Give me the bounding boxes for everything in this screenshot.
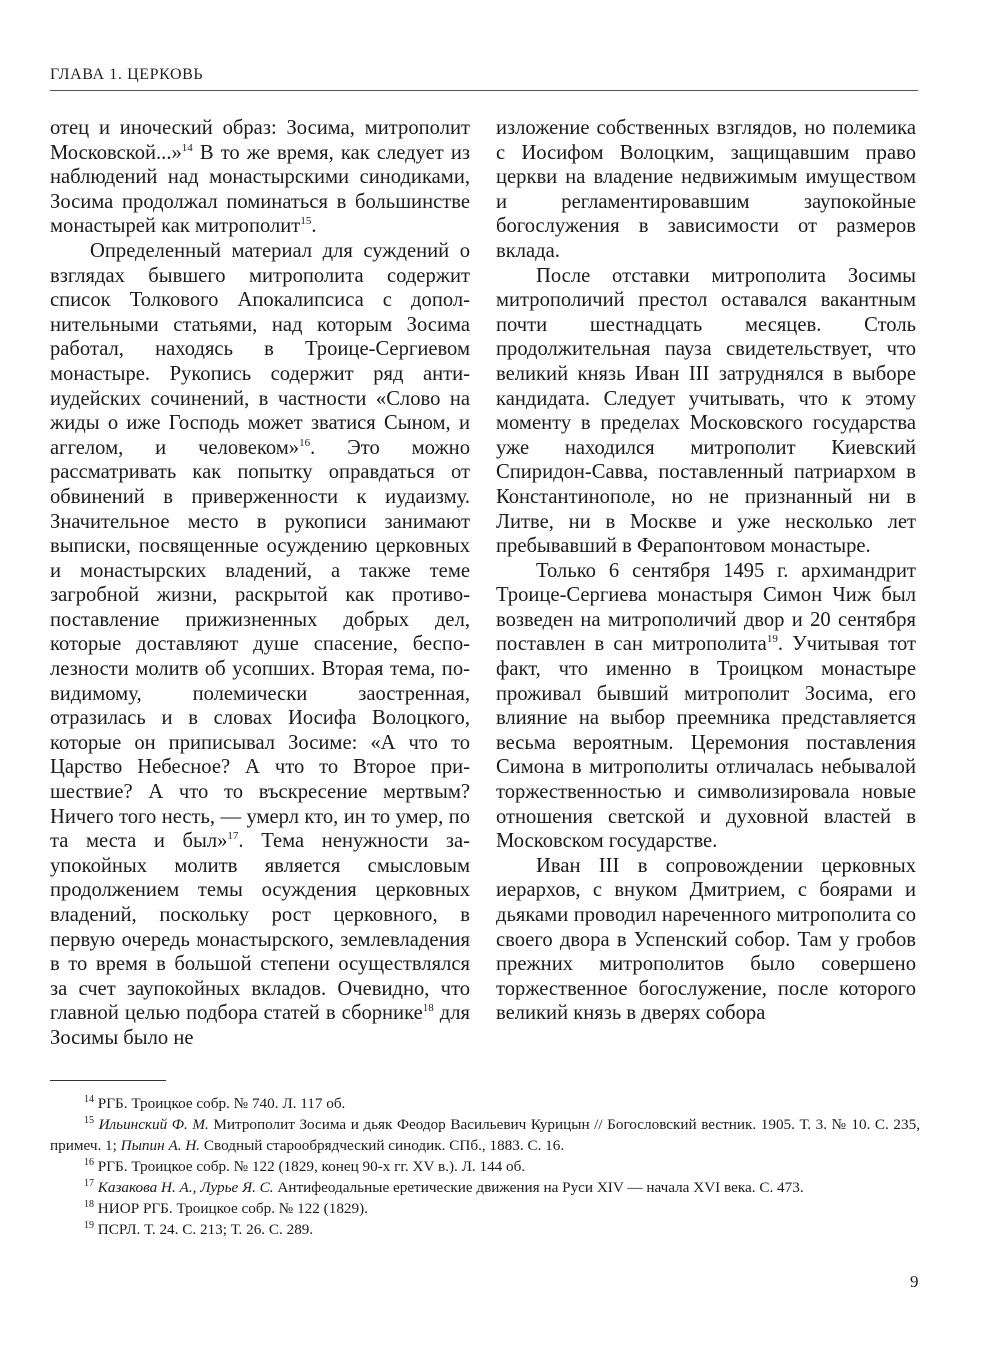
footnote-ref[interactable]: 15	[300, 215, 312, 228]
footnote-ref[interactable]: 16	[299, 436, 311, 449]
paragraph: Иван III в сопровождении церковных иерархов, с внуком Дмитрием, с боярами и дьяками проводил нареченного митрополита со своего двора в Успенский собор. Там у гробов прежних митрополитов было совершено торжественное богослужение, после которого великий князь в дверях собора	[496, 854, 916, 1025]
footnote-rule	[50, 1080, 166, 1081]
footnote: $^{14}$ РГБ. Троицкое собр. № 740. Л. 117 об.	[84, 1094, 346, 1112]
right-column	[496, 116, 916, 1026]
header-rule	[50, 90, 918, 91]
footnote: $^{15}$ Ильинский Ф. М. Митрополит Зосима и дьяк Феодор Васильевич Курицын // Богословский вестник. 1905. Т. 3. № 10. С. 235, примеч. 1; Пыпин А. Н. Сводный старообрядческий синодик. СПб., 1883. С. 16.	[50, 1115, 920, 1154]
paragraph: Определенный материал для суждений о взглядах бывшего митрополита содержит список Толкового Апокалипсиса с дополнительными статьями, над которым Зосима работал, находясь в Троице-Сергиевом монастыре. Рукопись содержит ряд антииудейских сочинений, в частности «Слово на жиды о иже Господь может зватися Сыном, и аггелом, и человеком»$^{16}$. Это можно рассматривать как попытку оправдаться от обвинений в приверженности к иудаизму. Значительное место в рукописи занимают выписки, посвященные осуждению церковных и монастырских владений, а также теме загробной жизни, раскрытой как противопоставление прижизненных добрых дел, которые доставляют душе спасение, бесполезности молитв об усопших. Вторая тема, по-видимому, полемически заостренная, отразилась и в словах Иосифа Волоцкого, которые он приписывал Зосиме: «А что то Царство Небесное? А что то Второе пришествие? А что то въскресение мертвым? Ничего того несть, — умерл кто, ин то умер, по та места и был»$^{17}$. Тема ненужности заупокойных молитв является смысловым продолжением темы осуждения церковных владений, поскольку рост церковного, в первую очередь монастырского, землевладения в то время в большой степени осуществлялся за счет заупокойных вкладов. Очевидно, что главной целью подбора статей в сборнике$^{18}$ для Зосимы было не	[50, 239, 470, 1049]
footnote-ref[interactable]: 18	[422, 1002, 434, 1015]
paragraph: изложение собственных взглядов, но полемика с Иосифом Волоцким, защищавшим право церкви на владение недвижимым имуществом и регламентировавшим заупокойные богослужения в зависимости от размеров вклада.	[496, 117, 916, 262]
paragraph: отец и иноческий образ: Зосима, митрополит Московской...»$^{14}$ В то же время, как следует из наблюдений над монастырскими синодиками, Зосима продолжал поминаться в большинстве монастырей как митрополит$^{15}$.	[50, 117, 470, 238]
paragraph: Только 6 сентября 1495 г. архимандрит Троице-Сергиева монастыря Симон Чиж был возведен на митрополичий двор и 20 сентября поставлен в сан митрополита$^{19}$. Учитывая тот факт, что именно в Троицком монастыре проживал бывший митрополит Зосима, его влияние на выбор преемника представляется весьма вероятным. Церемония поставления Симона в митрополиты отличалась небывалой торжественностью и символизировала новые отношения светской и духовной властей в Московском государстве.	[496, 559, 917, 853]
left-column	[50, 116, 470, 1051]
footnote-ref[interactable]: 14	[181, 141, 193, 154]
footnote-ref[interactable]: 19	[766, 633, 778, 646]
footnote: $^{16}$ РГБ. Троицкое собр. № 122 (1829, конец 90-х гг. XV в.). Л. 144 об.	[84, 1157, 526, 1175]
footnote: $^{18}$ НИОР РГБ. Троицкое собр. № 122 (1829).	[84, 1199, 368, 1217]
paragraph: После отставки митрополита Зосимы митрополичий престол оставался вакантным почти шестнадцать месяцев. Столь продолжительная пауза свидетельствует, что великий князь Иван III затруднялся в выборе кандидата. Следует учитывать, что к этому моменту в пределах Московского государства уже находился митрополит Киевский Спиридон-Савва, поставленный патриархом в Константинополе, но не признанный ни в Литве, ни в Москве и уже несколько лет пребывавший в Ферапонтовом монастыре.	[496, 264, 916, 558]
footnote-ref[interactable]: 17	[227, 830, 239, 843]
running-head: ГЛАВА 1. ЦЕРКОВЬ	[50, 66, 204, 83]
footnote: $^{17}$ Казакова Н. А., Лурье Я. С. Антифеодальные еретические движения на Руси XIV — начала XVI века. С. 473.	[84, 1178, 804, 1196]
footnotes	[50, 1093, 920, 1240]
footnote: $^{19}$ ПСРЛ. Т. 24. С. 213; Т. 26. С. 289.	[84, 1220, 314, 1238]
page-number: 9	[910, 1272, 919, 1291]
